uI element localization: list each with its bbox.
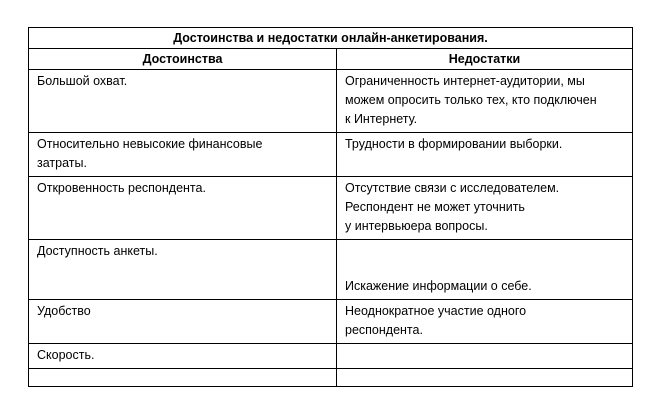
table-row — [29, 133, 633, 177]
disadvantage-cell — [337, 300, 633, 344]
cell-text: Доступность анкеты. — [37, 244, 158, 258]
table-row — [29, 344, 633, 369]
cell-text: респондента. — [345, 323, 423, 337]
table-row — [29, 369, 633, 387]
advantage-cell — [29, 344, 337, 369]
disadvantage-cell — [337, 70, 633, 133]
cell-text: Искажение информации о себе. — [345, 279, 532, 293]
comparison-table — [28, 27, 633, 387]
cell-text: Скорость. — [37, 348, 95, 362]
disadvantage-cell — [337, 344, 633, 369]
header-disadvantages: Недостатки — [337, 49, 633, 70]
table-row — [29, 177, 633, 240]
cell-text: Большой охват. — [37, 74, 128, 88]
cell-text: можем опросить только тех, кто подключен — [345, 93, 597, 107]
table-row — [29, 70, 633, 133]
cell-text: у интервьюера вопросы. — [345, 219, 488, 233]
table-title: Достоинства и недостатки онлайн-анкетирования. — [29, 28, 633, 49]
table-row — [29, 300, 633, 344]
advantage-cell — [29, 133, 337, 177]
header-advantages: Достоинства — [29, 49, 337, 70]
cell-text: Респондент не может уточнить — [345, 200, 525, 214]
disadvantage-cell — [337, 240, 633, 300]
advantage-cell — [29, 70, 337, 133]
table-row — [29, 240, 633, 300]
cell-text: Трудности в формировании выборки. — [345, 137, 563, 151]
cell-text: Удобство — [37, 304, 91, 318]
advantage-cell — [29, 177, 337, 240]
cell-text: к Интернету. — [345, 112, 418, 126]
disadvantage-cell — [337, 133, 633, 177]
cell-text: Ограниченность интернет-аудитории, мы — [345, 74, 585, 88]
advantage-cell — [29, 369, 337, 387]
disadvantage-cell — [337, 369, 633, 387]
disadvantage-cell — [337, 177, 633, 240]
title-row — [29, 28, 633, 49]
cell-text: Относительно невысокие финансовые — [37, 137, 263, 151]
cell-text: затраты. — [37, 156, 87, 170]
advantage-cell — [29, 240, 337, 300]
cell-text: Неоднократное участие одного — [345, 304, 527, 318]
cell-text: Отсутствие связи с исследователем. — [345, 181, 560, 195]
cell-text: Откровенность респондента. — [37, 181, 206, 195]
header-row — [29, 49, 633, 70]
advantage-cell — [29, 300, 337, 344]
